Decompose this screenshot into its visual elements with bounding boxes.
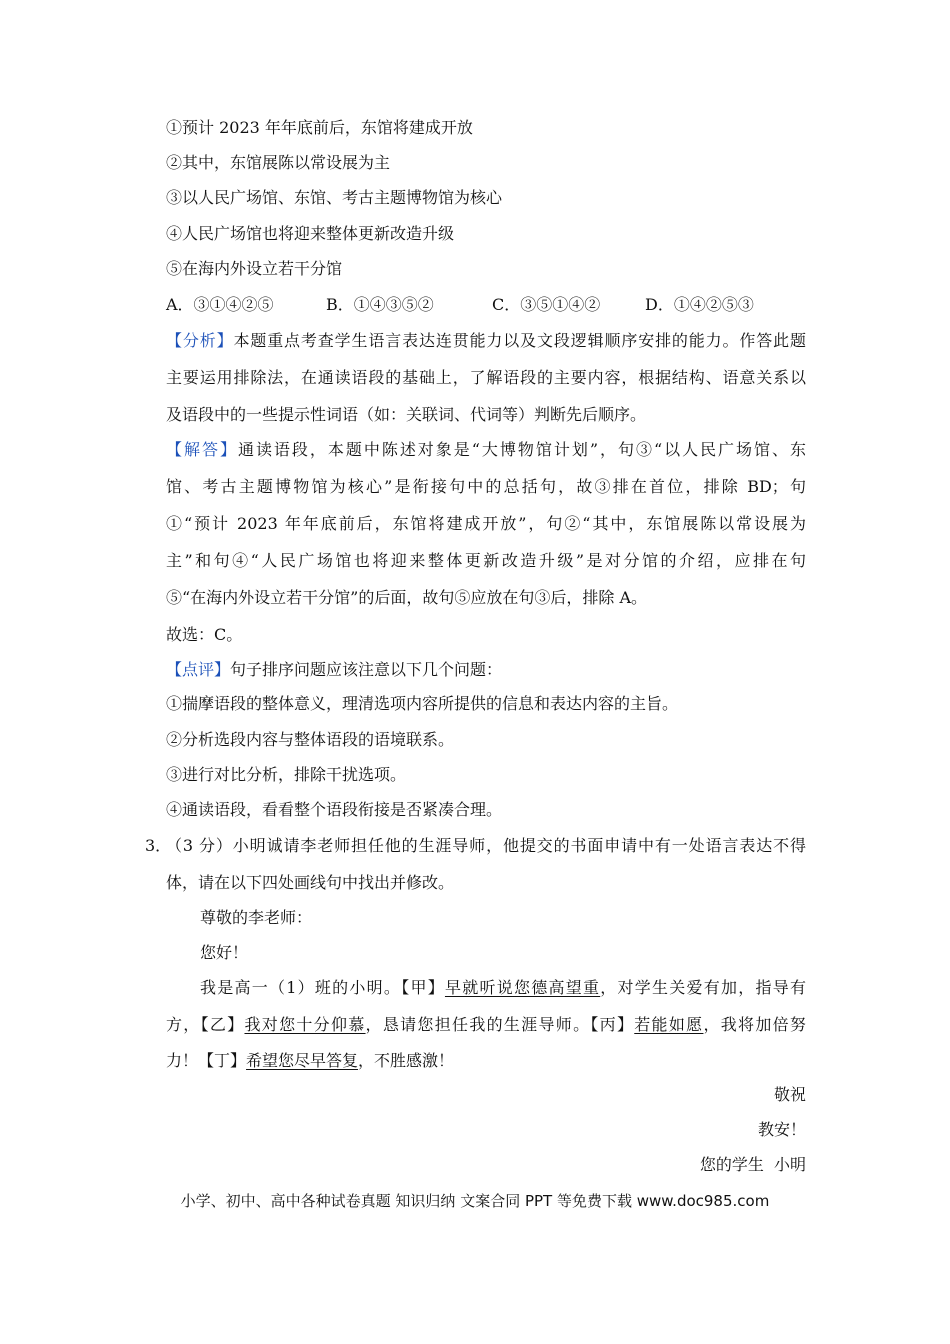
comment-point-3: ③进行对比分析，排除干扰选项。 bbox=[166, 765, 407, 784]
letter-closing-2: 教安！ bbox=[757, 1120, 806, 1139]
answer-line-5: ⑤“在海内外设立若干分馆”的后面，故句⑤应放在句③后，排除 A。 bbox=[166, 588, 648, 607]
underlined-jia: 早就听说您德高望重 bbox=[444, 978, 601, 997]
sentence-5: ⑤在海内外设立若干分馆 bbox=[166, 259, 343, 278]
mark-bing: 【丙】 bbox=[590, 1015, 635, 1034]
answer-line-2: 馆、考古主题博物馆为核心”是衔接句中的总括句，故③排在首位，排除 BD；句 bbox=[166, 477, 806, 496]
answer-choice: 故选：C。 bbox=[166, 625, 243, 644]
comment-intro: 【点评】句子排序问题应该注意以下几个问题： bbox=[166, 660, 503, 679]
question-line-2: 体，请在以下四处画线句中找出并修改。 bbox=[166, 873, 455, 892]
comment-point-2: ②分析选段内容与整体语段的语境联系。 bbox=[166, 730, 455, 749]
sentence-1: ①预计 2023 年年底前后，东馆将建成开放 bbox=[166, 118, 473, 137]
answer-line-4: 主”和句④“人民广场馆也将迎来整体更新改造升级”是对分馆的介绍，应排在句 bbox=[166, 551, 806, 570]
question-number: 3． bbox=[145, 836, 172, 855]
analysis-line-1: 【分析】本题重点考查学生语言表达连贯能力以及文段逻辑顺序安排的能力。作答此题 bbox=[166, 331, 806, 350]
letter-body-line-3: 力！【丁】希望您尽早答复，不胜感激！ bbox=[166, 1051, 455, 1070]
mark-jia: 【甲】 bbox=[401, 978, 445, 997]
underlined-yi: 我对您十分仰慕 bbox=[244, 1015, 366, 1034]
letter-signature: 您的学生 小明 bbox=[699, 1155, 806, 1174]
answer-line-1: 【解答】通读语段，本题中陈述对象是“大博物馆计划”，句③“以人民广场馆、东 bbox=[166, 440, 806, 459]
comment-point-4: ④通读语段，看看整个语段衔接是否紧凑合理。 bbox=[166, 800, 503, 819]
question-line-1: （3 分）小明诚请李老师担任他的生涯导师，他提交的书面申请中有一处语言表达不得 bbox=[166, 836, 806, 855]
answer-tag: 【解答】 bbox=[166, 440, 238, 459]
underlined-ding: 希望您尽早答复 bbox=[246, 1051, 359, 1070]
sentence-4: ④人民广场馆也将迎来整体更新改造升级 bbox=[166, 224, 455, 243]
letter-body-line-2: 方，【乙】我对您十分仰慕，恳请您担任我的生涯导师。【丙】若能如愿，我将加倍努 bbox=[166, 1015, 806, 1034]
mark-yi: 【乙】 bbox=[200, 1015, 245, 1034]
option-a: A．③①④②⑤ bbox=[166, 295, 274, 314]
analysis-line-3: 及语段中的一些提示性词语（如：关联词、代词等）判断先后顺序。 bbox=[166, 405, 647, 424]
option-b: B．①④③⑤② bbox=[326, 295, 434, 314]
letter-body-line-1: 我是高一（1）班的小明。【甲】早就听说您德高望重，对学生关爱有加，指导有 bbox=[200, 978, 806, 997]
letter-closing-1: 敬祝 bbox=[773, 1085, 806, 1104]
comment-point-1: ①揣摩语段的整体意义，理清选项内容所提供的信息和表达内容的主旨。 bbox=[166, 694, 679, 713]
option-c: C．③⑤①④② bbox=[492, 295, 601, 314]
page-footer: 小学、初中、高中各种试卷真题 知识归纳 文案合同 PPT 等免费下载 www.doc985.com bbox=[180, 1192, 770, 1210]
letter-greeting: 您好！ bbox=[200, 943, 249, 962]
analysis-line-2: 主要运用排除法，在通读语段的基础上，了解语段的主要内容，根据结构、语意关系以 bbox=[166, 368, 806, 387]
sentence-3: ③以人民广场馆、东馆、考古主题博物馆为核心 bbox=[166, 188, 503, 207]
underlined-bing: 若能如愿 bbox=[634, 1015, 704, 1034]
sentence-2: ②其中，东馆展陈以常设展为主 bbox=[166, 153, 391, 172]
analysis-tag: 【分析】 bbox=[166, 331, 234, 350]
option-d: D．①④②⑤③ bbox=[645, 295, 754, 314]
mark-ding: 【丁】 bbox=[198, 1051, 247, 1070]
answer-options bbox=[166, 293, 806, 317]
answer-line-3: ①“预计 2023 年年底前后，东馆将建成开放”，句②“其中，东馆展陈以常设展为 bbox=[166, 514, 806, 533]
comment-tag: 【点评】 bbox=[166, 660, 231, 679]
letter-salutation: 尊敬的李老师： bbox=[200, 908, 313, 927]
